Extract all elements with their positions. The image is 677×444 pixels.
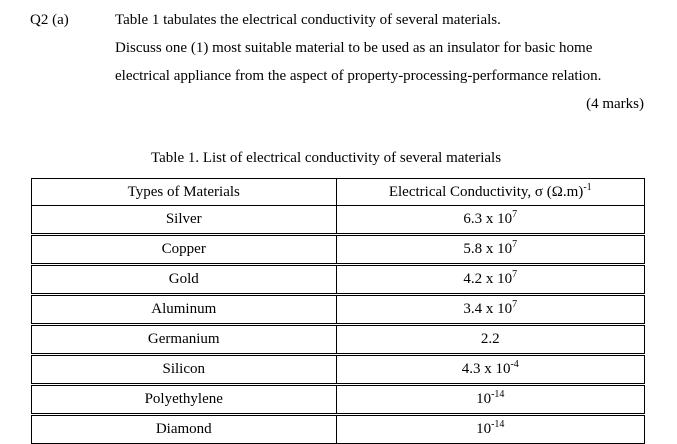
table-header-row (32, 179, 645, 206)
table-row (32, 385, 645, 415)
table-row (32, 265, 645, 295)
conductivity-exponent: 7 (512, 239, 518, 250)
material-name: Silicon (32, 355, 337, 385)
conductivity-table (31, 178, 645, 444)
question-number: Q2 (a) (30, 12, 69, 28)
conductivity-base: 5.8 x 10 (463, 241, 513, 257)
table-row (32, 206, 645, 235)
material-name: Polyethylene (32, 385, 337, 415)
table-row (32, 355, 645, 385)
conductivity-base: 10 (476, 391, 492, 407)
question-text-line-2: Discuss one (1) most suitable material to be used as an insulator for basic home (115, 40, 593, 56)
conductivity-value (336, 415, 645, 444)
question-text-line-1: Table 1 tabulates the electrical conductivity of several materials. (115, 12, 501, 28)
marks-label: (4 marks) (586, 96, 644, 112)
table-row (32, 325, 645, 355)
conductivity-base: 10 (476, 421, 492, 437)
table-row (32, 415, 645, 444)
conductivity-exponent: 7 (512, 299, 518, 310)
header-conductivity-exponent: -1 (583, 181, 592, 193)
header-conductivity-label: Electrical Conductivity, σ (Ω.m) (388, 183, 584, 200)
header-types-of-materials: Types of Materials (32, 179, 337, 206)
material-name: Diamond (32, 415, 337, 444)
material-name: Copper (32, 235, 337, 265)
header-electrical-conductivity (336, 179, 645, 206)
conductivity-value (336, 265, 645, 295)
conductivity-value (336, 325, 645, 355)
conductivity-value (336, 385, 645, 415)
material-name: Silver (32, 206, 337, 235)
table-row (32, 295, 645, 325)
question-text-line-3: electrical appliance from the aspect of property-processing-performance relation. (115, 68, 602, 84)
table-row (32, 235, 645, 265)
conductivity-exponent: 7 (512, 269, 518, 280)
table-caption: Table 1. List of electrical conductivity of several materials (151, 150, 502, 166)
conductivity-value (336, 295, 645, 325)
material-name: Gold (32, 265, 337, 295)
conductivity-value (336, 235, 645, 265)
conductivity-base: 6.3 x 10 (463, 211, 513, 227)
conductivity-value (336, 206, 645, 235)
conductivity-exponent: -4 (510, 359, 519, 370)
conductivity-value (336, 355, 645, 385)
material-name: Aluminum (32, 295, 337, 325)
conductivity-base: 4.3 x 10 (461, 361, 511, 377)
conductivity-exponent: -14 (491, 389, 505, 400)
conductivity-base: 2.2 (480, 331, 500, 347)
conductivity-exponent: 7 (512, 209, 518, 220)
conductivity-base: 4.2 x 10 (463, 271, 513, 287)
conductivity-base: 3.4 x 10 (463, 301, 513, 317)
conductivity-exponent: -14 (491, 419, 505, 430)
material-name: Germanium (32, 325, 337, 355)
